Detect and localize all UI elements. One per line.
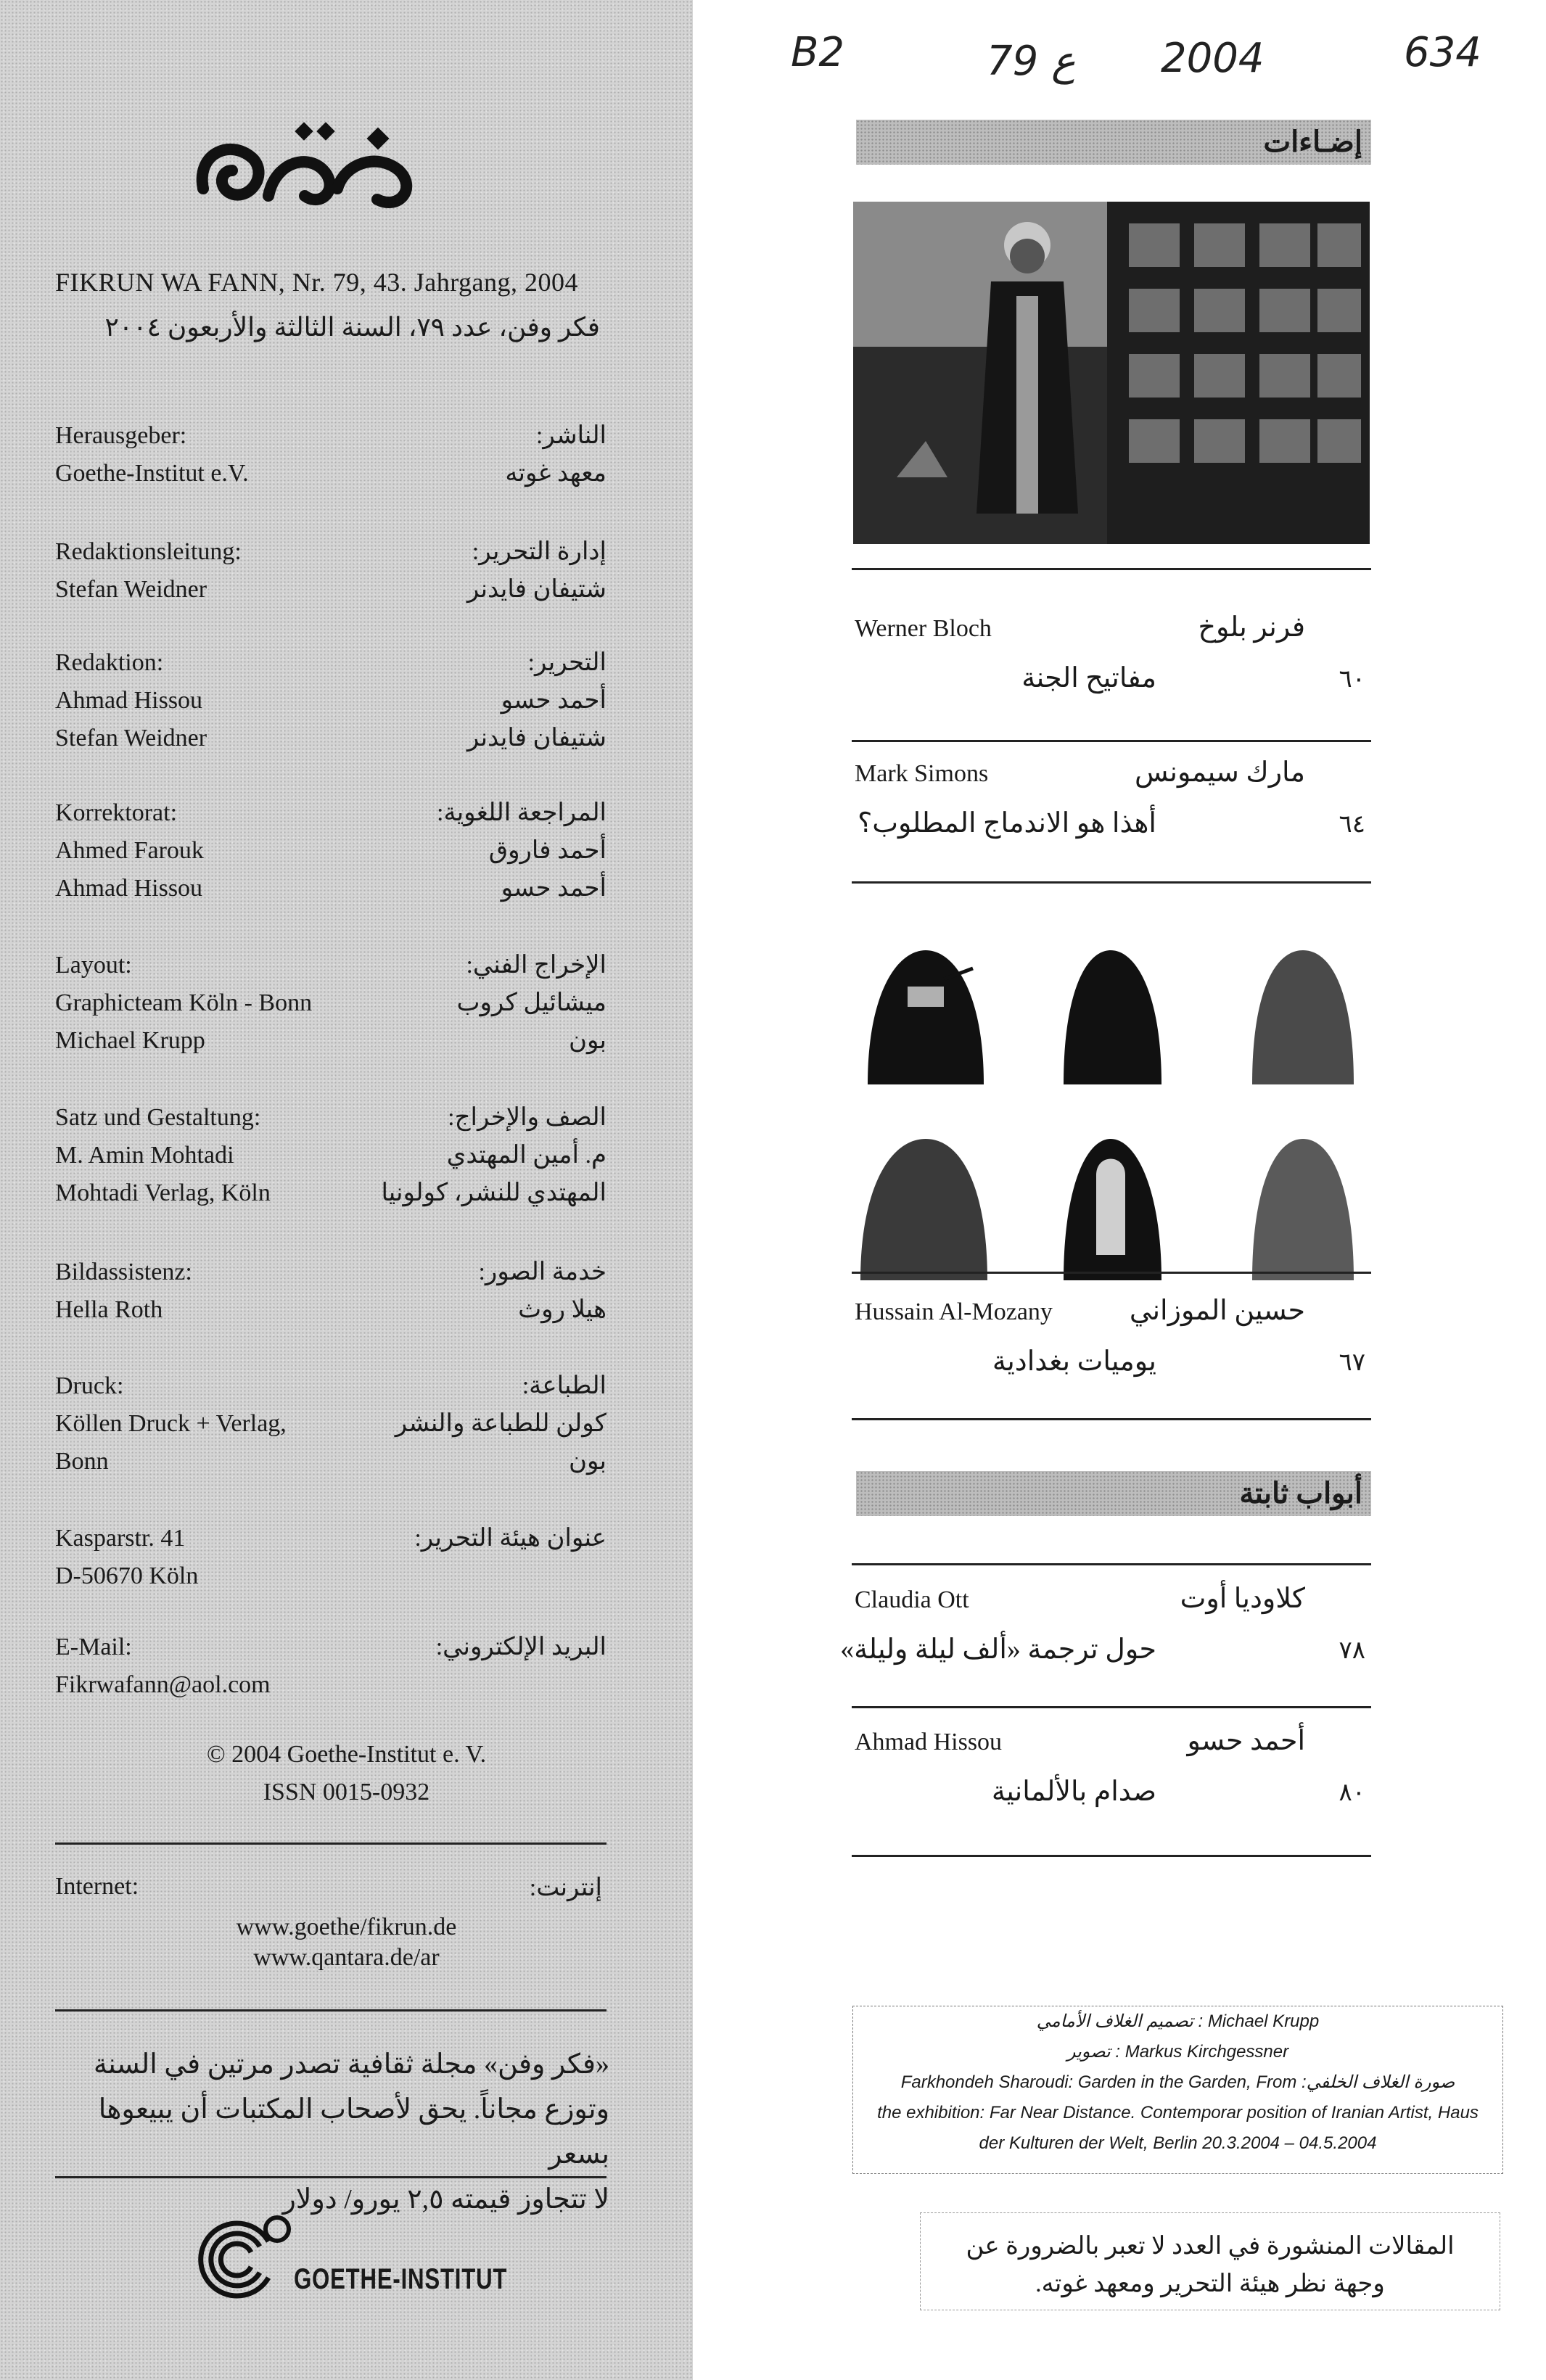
divider [852,1418,1371,1420]
divider [55,1842,607,1845]
credit-label: المراجعة اللغوية: [437,799,607,826]
page-number: ٧٨ [1339,1637,1365,1664]
credit-german [55,533,242,609]
credit-label: E-Mail: [55,1634,132,1660]
credit-arabic [436,1628,607,1666]
credit-value: شتيفان فايدنر [466,725,607,752]
promo-text [58,2042,609,2222]
author-name-arabic: مارك سيمونس [1134,757,1305,788]
author-name: Ahmad Hissou [855,1729,1003,1755]
credit-label: Kasparstr. 41 [55,1525,186,1552]
url-link[interactable]: www.goethe/fikrun.de [236,1914,457,1940]
disclaimer-line: وجهة نظر هيئة التحرير ومعهد غوته. [1035,2270,1385,2297]
url-list [0,1912,693,1973]
credit-value: Mohtadi Verlag, Köln [55,1179,271,1206]
issn-line: ISSN 0015-0932 [263,1779,430,1805]
credit-german [55,1367,287,1481]
divider [852,1563,1371,1565]
goethe-logo-icon [196,2209,297,2310]
credit-label: إدارة التحرير: [472,538,607,565]
toc-entry[interactable] [840,1584,1374,1702]
credit-german [55,1628,271,1704]
credit-german [55,1520,198,1595]
author-name: Hussain Al-Mozany [855,1298,1053,1325]
credit-value: المهتدي للنشر، كولونيا [381,1179,607,1206]
credit-value: Ahmed Farouk [55,837,204,864]
credit-arabic [467,533,607,609]
promo-line: وتوزع مجاناً. يحق لأصحاب المكتبات أن يبيعوها بسعر [98,2094,609,2170]
divider [852,1855,1371,1857]
credit-value: Michael Krupp [55,1027,205,1054]
cover-credit-line: der Kulturen der Welt, Berlin 20.3.2004 – 04.5.2004 [979,2133,1377,2153]
promo-line: لا تتجاوز قيمته ٢,٥ يورو/ دولار [282,2184,609,2215]
credit-value: Hella Roth [55,1296,163,1323]
handwritten-number: 634 [1404,29,1481,76]
credit-value: Stefan Weidner [55,725,207,752]
credit-german [55,417,249,493]
author-name-arabic: حسين الموزاني [1129,1296,1305,1326]
credit-value: بون [569,1448,607,1475]
cover-credit-line: the exhibition: Far Near Distance. Contemporar position of Iranian Artist, Haus [877,2103,1479,2122]
handwritten-issue: 79 ع [987,38,1076,85]
credit-label: Bildassistenz: [55,1259,192,1285]
page-number: ٦٤ [1339,811,1365,838]
author-name-arabic: أحمد حسو [1187,1726,1305,1756]
toc-entry[interactable] [855,612,1374,731]
divider [852,881,1371,884]
credit-arabic [395,1367,607,1481]
credit-label: Herausgeber: [55,422,187,449]
handwritten-year: 2004 [1161,35,1265,82]
toc-entry[interactable] [855,1298,1374,1415]
credit-label: Redaktion: [55,649,164,676]
credit-value: بون [569,1027,607,1054]
credit-value: معهد غوته [505,460,607,487]
credit-value: ميشائيل كروب [456,989,607,1016]
masthead-german: FIKRUN WA FANN, Nr. 79, 43. Jahrgang, 2004 [55,268,579,297]
cover-credits [852,2006,1503,2174]
credit-arabic [437,794,607,907]
credit-value: Goethe-Institut e.V. [55,460,249,487]
goethe-wordmark: GOETHE-INSTITUT [294,2263,508,2295]
copyright-line: © 2004 Goethe-Institut e. V. [206,1741,487,1768]
masthead-arabic: فكر وفن، عدد ٧٩، السنة الثالثة والأربعون ٢٠٠٤ [104,313,600,342]
section-header-abwab: أبواب ثابتة [856,1471,1371,1516]
article-title: حول ترجمة «ألف ليلة وليلة» [840,1634,1156,1665]
credit-label: Korrektorat: [55,799,178,826]
cover-credit-line: Michael Krupp : تصميم الغلاف الأمامي [1036,2012,1320,2031]
credit-label: التحرير: [527,649,607,676]
cover-credit-line: Markus Kirchgessner : تصوير [1066,2042,1289,2062]
credit-label: خدمة الصور: [478,1259,607,1285]
credit-value[interactable]: Fikrwafann@aol.com [55,1671,271,1698]
credit-value: أحمد حسو [501,875,607,902]
credit-value: Ahmad Hissou [55,875,203,902]
divider [852,740,1371,742]
credit-german [55,1253,192,1329]
credit-value: D-50670 Köln [55,1562,199,1589]
credit-arabic [381,1099,607,1212]
credit-german [55,947,312,1060]
credit-label: Druck: [55,1372,124,1399]
article-title: أهذا هو الاندماج المطلوب؟ [858,808,1156,839]
credit-label: Satz und Gestaltung: [55,1104,261,1131]
credit-value: Ahmad Hissou [55,687,203,714]
credit-value: شتيفان فايدنر [466,576,607,603]
credit-german [55,644,207,757]
credit-value: M. Amin Mohtadi [55,1142,234,1169]
credit-label: الإخراج الفني: [466,952,607,979]
copyright-block [0,1736,693,1811]
credit-arabic [456,947,607,1060]
credit-value: أحمد فاروق [488,837,607,864]
credit-value: Graphicteam Köln - Bonn [55,989,313,1016]
credit-value: كولن للطباعة والنشر [395,1410,607,1437]
internet-label-ar: إنترنت: [529,1874,602,1901]
page-number: ٦٧ [1339,1349,1365,1376]
divider [852,1272,1371,1274]
internet-label-de: Internet: [55,1873,139,1900]
url-link[interactable]: www.qantara.de/ar [253,1944,440,1971]
article-title: صدام بالألمانية [991,1776,1156,1807]
article-title: مفاتيح الجنة [1021,663,1156,693]
credit-label: Redaktionsleitung: [55,538,242,565]
author-name: Werner Bloch [855,615,992,642]
divider [55,2009,607,2012]
credit-german [55,794,204,907]
author-name-arabic: فرنر بلوخ [1198,612,1305,643]
credit-value: Stefan Weidner [55,576,207,603]
credit-arabic [414,1520,607,1557]
disclaimer [920,2212,1500,2310]
shrine-photo [853,202,1370,544]
article-title: يوميات بغدادية [992,1346,1156,1377]
divider [852,568,1371,570]
fikrun-logo [189,109,428,225]
credit-label: الصف والإخراج: [448,1104,607,1131]
credit-label: عنوان هيئة التحرير: [414,1525,607,1552]
credit-arabic [505,417,607,493]
author-name-arabic: كلاوديا أوت [1180,1584,1305,1614]
disclaimer-line: المقالات المنشورة في العدد لا تعبر بالضرورة عن [966,2233,1455,2260]
credit-label: Layout: [55,952,132,979]
promo-line: «فكر وفن» مجلة ثقافية تصدر مرتين في السنة [93,2049,609,2080]
credit-label: الطباعة: [522,1372,607,1399]
author-name: Claudia Ott [855,1586,969,1613]
credit-value: أحمد حسو [501,687,607,714]
page-number: ٨٠ [1339,1779,1365,1806]
credit-arabic [467,644,607,757]
credit-german [55,1099,271,1212]
author-name: Mark Simons [855,760,989,787]
section-header-idaat: إضـاءات [856,120,1371,165]
credit-value: هيلا روث [518,1296,607,1323]
toc-entry[interactable] [855,1726,1374,1845]
cover-credit-line: Farkhondeh Sharoudi: Garden in the Garden, From :صورة الغلاف الخلفي [900,2072,1455,2092]
credit-label: الناشر: [535,422,607,449]
credit-label: البريد الإلكتروني: [435,1634,607,1660]
divider [852,1706,1371,1708]
imprint-column [0,0,693,2380]
handwritten-code: B2 [791,29,845,76]
divider [55,2176,607,2178]
credit-arabic [478,1253,607,1329]
credit-value: Bonn [55,1448,109,1475]
credit-value: م. أمين المهتدي [446,1142,607,1169]
page-number: ٦٠ [1339,666,1365,693]
credit-value: Köllen Druck + Verlag, [55,1410,287,1437]
toc-entry[interactable] [855,757,1374,876]
veils-photo-grid [853,907,1373,1291]
